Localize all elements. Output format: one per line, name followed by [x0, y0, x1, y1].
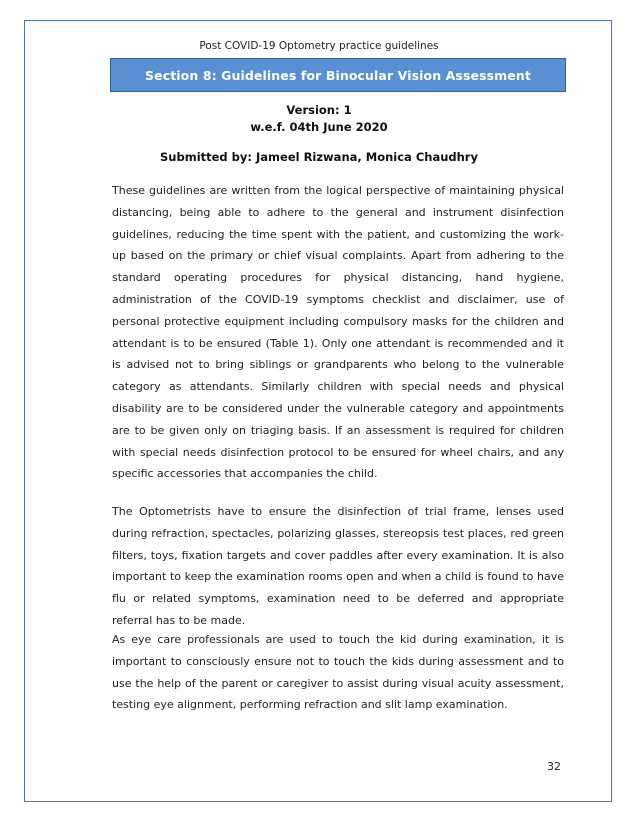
- paragraph-intro: These guidelines are written from the logical perspective of maintaining physical distancing, being able to adhere to the general and instrument disinfection guidelines, reducing the time spent with the patient, and customizing the work-up based on the primary or chief visual complaints. Apart from adhering to the standard operating procedures for physical distancing, hand hygiene, administration of the COVID-19 symptoms checklist and disclaimer, use of personal protective equipment including compulsory masks for the children and attendant is to be ensured (Table 1). Only one attendant is recommended and it is advised not to bring siblings or grandparents who belong to the vulnerable category as attendants. Similarly children with special needs and physical disability are to be considered under the vulnerable category and appointments are to be given only on triaging basis. If an assessment is required for children with special needs disinfection protocol to be ensured for wheel chairs, and any specific accessories that accompanies the child.: [112, 184, 564, 481]
- page-number: 32: [547, 760, 561, 773]
- paragraph-no-touch: As eye care professionals are used to touch the kid during examination, it is important to consciously ensure not to touch the kids during assessment and to use the help of the parent or caregiver to assist during visual acuity assessment, testing eye alignment, performing refraction and slit lamp examination.: [112, 633, 564, 712]
- paragraph-disinfection: The Optometrists have to ensure the disinfection of trial frame, lenses used during refraction, spectacles, polarizing glasses, stereopsis test places, red green filters, toys, fixation targets and cover paddles after every examination. It is also important to keep the examination rooms open and when a child is found to have flu or related symptoms, examination need to be deferred and appropriate referral has to be made.: [112, 505, 564, 627]
- section-title-bar: [110, 58, 566, 92]
- effective-date: w.e.f. 04th June 2020: [250, 120, 388, 134]
- section-title: Section 8: Guidelines for Binocular Vision Assessment: [145, 67, 531, 83]
- running-header: Post COVID-19 Optometry practice guidelines: [199, 40, 439, 52]
- version-label: Version: 1: [286, 103, 352, 117]
- submitted-by: Submitted by: Jameel Rizwana, Monica Chaudhry: [160, 150, 478, 164]
